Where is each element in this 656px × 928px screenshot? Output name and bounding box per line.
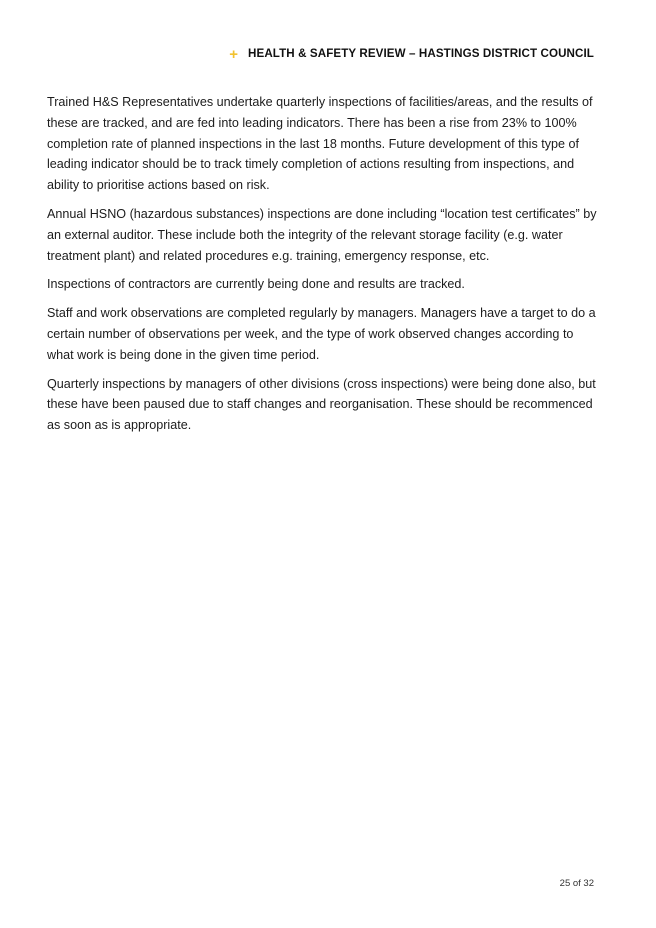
page-header <box>229 46 594 61</box>
paragraph-work-observations: Staff and work observations are completed regularly by managers. Managers have a target to do a certain number of observations per week, and the type of work observed changes according to what work is being done in the given time period. <box>47 306 596 362</box>
plus-icon: + <box>229 46 239 63</box>
paragraph-hs-representatives: Trained H&S Representatives undertake quarterly inspections of facilities/areas, and the results of these are tracked, and are fed into leading indicators. There has been a rise from 23% to 100% completion rate of planned inspections in the last 18 months. Future development of this type of leading indicator should be to track timely completion of actions resulting from inspections, and ability to prioritise actions based on risk. <box>47 95 593 193</box>
paragraph-cross-inspections: Quarterly inspections by managers of other divisions (cross inspections) were being done also, but these have been paused due to staff changes and reorganisation. These should be recommenced as soon as is appropriate. <box>47 376 596 433</box>
page-number: 25 of 32 <box>559 878 594 889</box>
paragraph-hsno-inspections: Annual HSNO (hazardous substances) inspections are done including “location test certificates” by an external auditor. These include both the integrity of the relevant storage facility (e.g. water treatment plant) and related procedures e.g. training, emergency response, etc. <box>47 206 597 263</box>
header-title: HEALTH & SAFETY REVIEW – HASTINGS DISTRICT COUNCIL <box>248 47 594 60</box>
document-body <box>47 92 603 444</box>
paragraph-contractor-inspections: Inspections of contractors are currently being done and results are tracked. <box>47 277 465 292</box>
